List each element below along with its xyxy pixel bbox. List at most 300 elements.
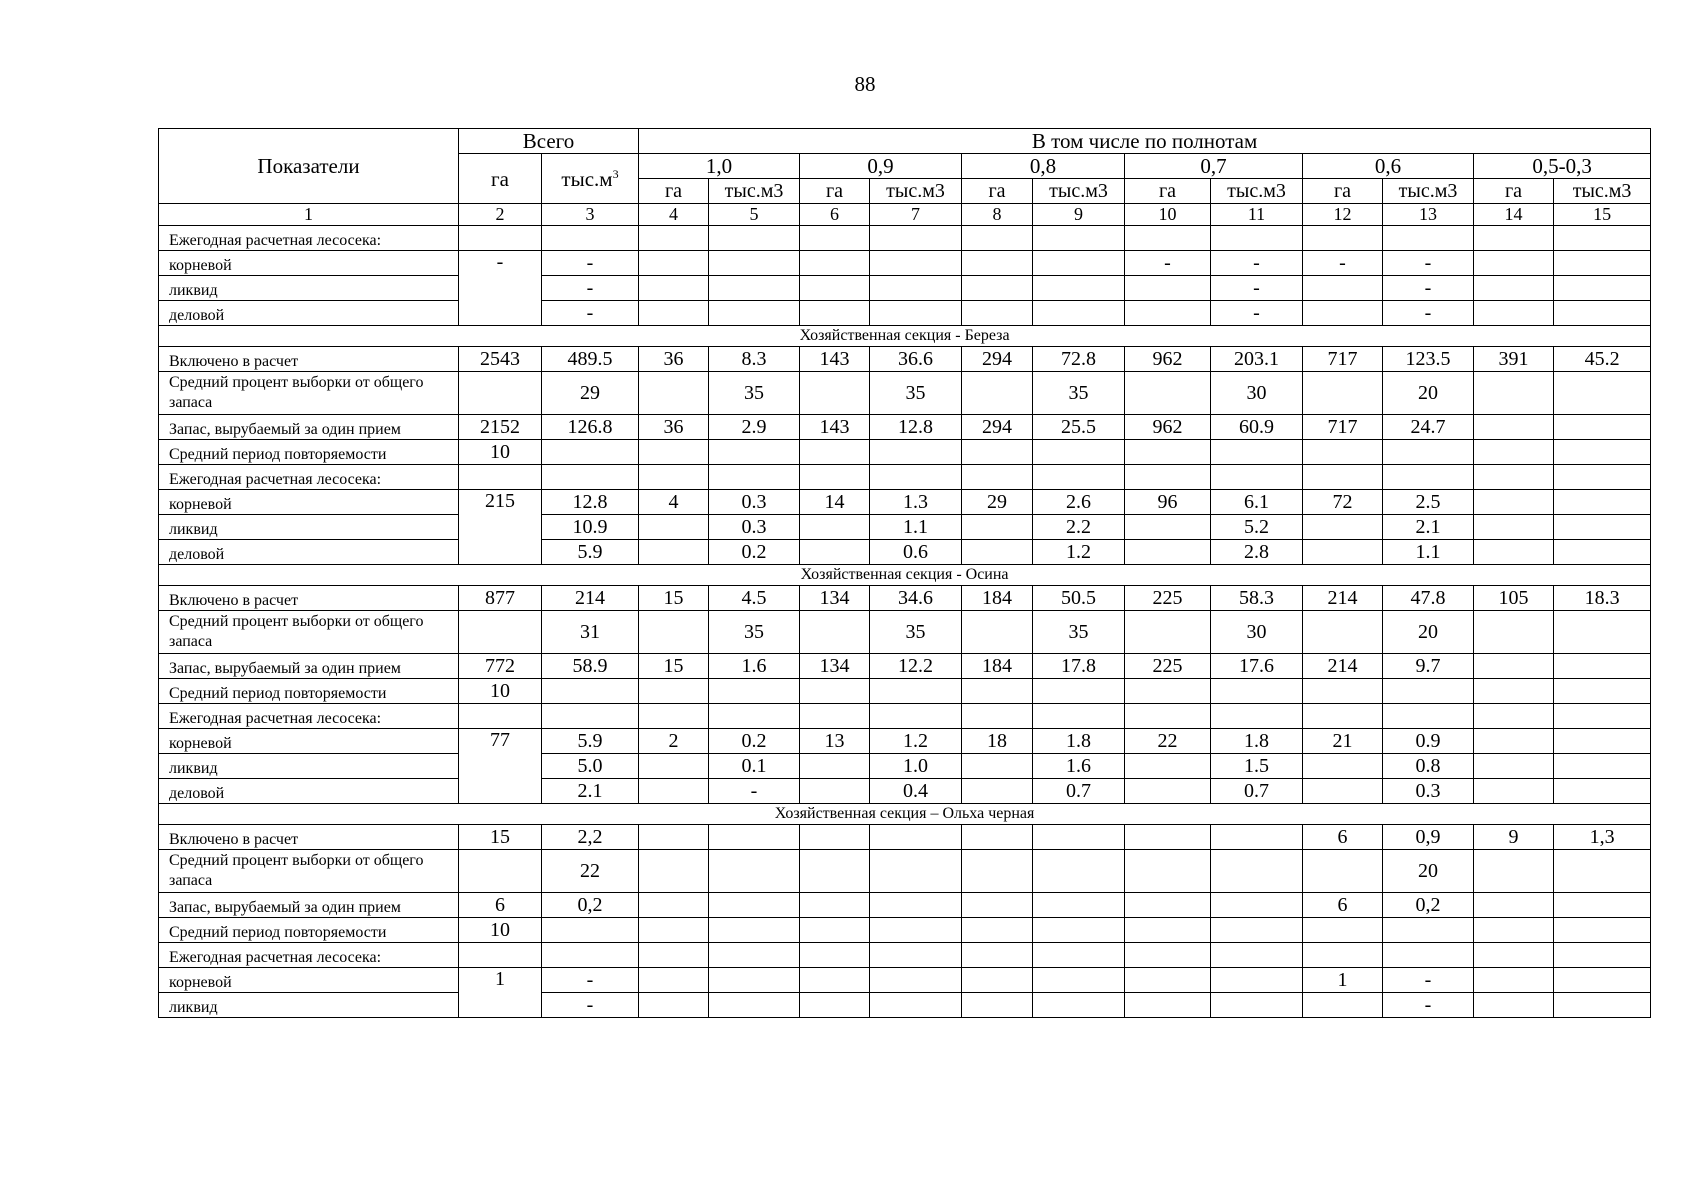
data-cell: 2.5 [1383,490,1474,515]
header-unit-tm3: тыс.м3 [1211,179,1303,204]
table-row [159,465,1651,490]
header-density: 0,6 [1303,154,1474,179]
data-cell [800,276,870,301]
data-cell [800,440,870,465]
data-cell [459,611,542,654]
data-cell [1474,540,1554,565]
data-cell: 77 [459,729,542,804]
data-cell [1474,251,1554,276]
data-cell [1474,679,1554,704]
data-cell [1303,540,1383,565]
data-cell: 126.8 [542,415,639,440]
data-cell [639,276,709,301]
data-cell [1303,704,1383,729]
data-cell: 0.6 [870,540,962,565]
data-cell: 1 [1303,968,1383,993]
data-cell [542,918,639,943]
data-cell: 2.6 [1033,490,1125,515]
data-cell: 203.1 [1211,347,1303,372]
data-cell [800,515,870,540]
data-cell [962,825,1033,850]
data-cell [1474,301,1554,326]
row-label: Ежегодная расчетная лесосека: [159,465,459,490]
data-cell [1303,943,1383,968]
data-cell [1303,754,1383,779]
data-cell: 10.9 [542,515,639,540]
header-total: Всего [459,129,639,154]
data-cell: 20 [1383,850,1474,893]
data-cell [639,850,709,893]
data-cell [459,850,542,893]
data-cell [1474,850,1554,893]
data-cell: 5.0 [542,754,639,779]
data-cell: - [1125,251,1211,276]
data-cell [1125,226,1211,251]
data-cell [800,372,870,415]
column-number: 10 [1125,204,1211,226]
data-cell [1554,465,1651,490]
data-cell [962,754,1033,779]
header-unit-ha: га [1125,179,1211,204]
data-cell [1033,251,1125,276]
data-cell: 1.1 [1383,540,1474,565]
data-cell: 1.1 [870,515,962,540]
data-cell: 36 [639,415,709,440]
column-number: 4 [639,204,709,226]
header-indicators: Показатели [159,129,459,204]
data-cell [709,679,800,704]
data-cell [709,276,800,301]
data-cell [962,276,1033,301]
data-cell: 1 [459,968,542,1018]
data-cell: - [542,993,639,1018]
data-cell: 1.8 [1211,729,1303,754]
data-cell [800,918,870,943]
data-cell [1211,893,1303,918]
data-cell [1474,754,1554,779]
data-cell: 143 [800,347,870,372]
data-cell [870,704,962,729]
data-cell [1125,440,1211,465]
data-cell [1303,372,1383,415]
data-cell [1303,611,1383,654]
data-cell: 0,2 [542,893,639,918]
data-cell [639,943,709,968]
row-label: Ежегодная расчетная лесосека: [159,226,459,251]
column-number: 8 [962,204,1033,226]
data-cell: 105 [1474,586,1554,611]
data-cell: - [1383,993,1474,1018]
data-cell [962,372,1033,415]
data-cell [1474,729,1554,754]
data-cell: 18.3 [1554,586,1651,611]
data-cell: - [542,301,639,326]
data-cell: 10 [459,440,542,465]
table-row [159,415,1651,440]
data-cell [1474,465,1554,490]
section-title: Хозяйственная секция - Осина [159,565,1651,586]
data-cell: 60.9 [1211,415,1303,440]
data-cell [962,251,1033,276]
data-cell [459,226,542,251]
data-cell: 10 [459,918,542,943]
data-cell: 0.4 [870,779,962,804]
data-cell: 30 [1211,372,1303,415]
data-cell: 717 [1303,415,1383,440]
data-cell [870,440,962,465]
table-row [159,372,1651,415]
data-cell: 0,9 [1383,825,1474,850]
data-cell [1033,301,1125,326]
row-label: деловой [159,779,459,804]
data-cell [1303,440,1383,465]
data-cell [1303,779,1383,804]
data-cell [1211,850,1303,893]
row-label: корневой [159,729,459,754]
data-cell: 0,2 [1383,893,1474,918]
data-cell [542,943,639,968]
data-cell [709,251,800,276]
data-cell: 2152 [459,415,542,440]
data-cell: 21 [1303,729,1383,754]
data-cell: 1.2 [1033,540,1125,565]
data-cell [1125,754,1211,779]
data-cell [639,893,709,918]
data-cell [1033,440,1125,465]
data-cell [962,540,1033,565]
data-cell: 717 [1303,347,1383,372]
data-cell [1033,943,1125,968]
header-density: 0,5-0,3 [1474,154,1651,179]
data-cell [639,679,709,704]
data-cell: - [542,276,639,301]
data-cell: 0.2 [709,729,800,754]
data-cell [1211,679,1303,704]
column-number: 13 [1383,204,1474,226]
row-label: Включено в расчет [159,586,459,611]
data-cell [962,515,1033,540]
data-cell: 143 [800,415,870,440]
table-row [159,586,1651,611]
data-cell: 18 [962,729,1033,754]
page-number: 88 [854,72,876,96]
data-cell [639,704,709,729]
data-cell: 1.8 [1033,729,1125,754]
data-cell [1554,893,1651,918]
data-cell [459,943,542,968]
data-cell: 184 [962,654,1033,679]
data-cell [870,276,962,301]
data-cell: 35 [870,372,962,415]
data-cell [709,440,800,465]
section-title: Хозяйственная секция – Ольха черная [159,804,1651,825]
header-unit-tm3: тыс.м3 [1554,179,1651,204]
data-cell: 45.2 [1554,347,1651,372]
data-cell [1474,440,1554,465]
data-cell: 294 [962,415,1033,440]
column-number: 15 [1554,204,1651,226]
data-cell: 0.3 [1383,779,1474,804]
data-cell [1033,825,1125,850]
data-cell [1474,372,1554,415]
data-cell: 391 [1474,347,1554,372]
data-cell: 12.8 [542,490,639,515]
data-cell: 35 [709,372,800,415]
data-cell [1303,993,1383,1018]
data-cell [1554,490,1651,515]
data-cell: 14 [800,490,870,515]
data-cell: 6 [1303,825,1383,850]
data-cell: 2.2 [1033,515,1125,540]
data-cell [800,850,870,893]
data-cell: 36.6 [870,347,962,372]
data-cell [639,611,709,654]
data-cell [1383,704,1474,729]
row-label: Ежегодная расчетная лесосека: [159,704,459,729]
data-cell [870,226,962,251]
data-cell [962,779,1033,804]
data-cell: - [709,779,800,804]
table-row [159,251,1651,276]
data-cell [1554,679,1651,704]
data-cell: - [1303,251,1383,276]
row-label: ликвид [159,515,459,540]
section-row [159,326,1651,347]
row-label: Средний период повторяемости [159,440,459,465]
data-cell [639,968,709,993]
data-cell: 58.9 [542,654,639,679]
data-cell: 2,2 [542,825,639,850]
data-cell [639,918,709,943]
data-cell: 34.6 [870,586,962,611]
data-cell [1383,679,1474,704]
data-cell: 12.8 [870,415,962,440]
data-cell [870,968,962,993]
table-row [159,893,1651,918]
data-cell [800,611,870,654]
data-cell: - [1383,301,1474,326]
data-cell: 2 [639,729,709,754]
table-row [159,943,1651,968]
data-cell [870,893,962,918]
data-cell [639,754,709,779]
header-unit-ha: га [639,179,709,204]
data-cell [1033,893,1125,918]
data-cell [1125,301,1211,326]
table-row [159,993,1651,1018]
table-row [159,276,1651,301]
data-cell [709,825,800,850]
data-cell [639,540,709,565]
table-row [159,968,1651,993]
forest-table [158,128,1651,1018]
data-cell [639,372,709,415]
data-cell: 15 [639,586,709,611]
row-label: Запас, вырубаемый за один прием [159,415,459,440]
header-row-1 [159,129,1651,154]
data-cell [1554,540,1651,565]
data-cell [1554,704,1651,729]
data-cell: 35 [870,611,962,654]
row-label: ликвид [159,993,459,1018]
data-cell [1474,515,1554,540]
data-cell [1211,465,1303,490]
data-cell: 36 [639,347,709,372]
data-cell [459,372,542,415]
data-cell [709,968,800,993]
data-cell [962,918,1033,943]
data-cell [1383,465,1474,490]
data-cell [709,850,800,893]
data-cell: 0.1 [709,754,800,779]
data-cell [962,679,1033,704]
data-cell [870,825,962,850]
data-cell: 5.9 [542,540,639,565]
table-row [159,440,1651,465]
data-cell [1303,465,1383,490]
data-cell [542,465,639,490]
data-cell: 1.6 [709,654,800,679]
data-cell: 9 [1474,825,1554,850]
data-cell [800,825,870,850]
data-cell [709,943,800,968]
data-cell: - [542,968,639,993]
data-cell [1303,226,1383,251]
data-cell [639,993,709,1018]
data-cell [962,893,1033,918]
data-cell [1554,611,1651,654]
data-cell [639,825,709,850]
data-cell: 24.7 [1383,415,1474,440]
data-cell: 1.3 [870,490,962,515]
data-cell [1554,968,1651,993]
data-cell [800,465,870,490]
data-cell [1211,968,1303,993]
data-cell [1474,611,1554,654]
row-label: деловой [159,301,459,326]
row-label: Средний период повторяемости [159,918,459,943]
data-cell: 2.1 [1383,515,1474,540]
data-cell [639,226,709,251]
data-cell [1303,301,1383,326]
data-cell [1303,276,1383,301]
row-label: Средний процент выборки от общего запаса [159,850,459,893]
data-cell [639,251,709,276]
data-cell: 772 [459,654,542,679]
data-cell: 134 [800,654,870,679]
data-cell [1554,729,1651,754]
data-cell: 29 [542,372,639,415]
header-total-ha: га [459,154,542,204]
data-cell [962,993,1033,1018]
column-number: 7 [870,204,962,226]
data-cell [1033,276,1125,301]
data-cell [1125,825,1211,850]
table-row [159,825,1651,850]
table-row [159,654,1651,679]
data-cell: 58.3 [1211,586,1303,611]
data-cell [1125,968,1211,993]
data-cell [709,704,800,729]
data-cell: 25.5 [1033,415,1125,440]
column-number: 12 [1303,204,1383,226]
data-cell [1474,943,1554,968]
data-cell: 1.5 [1211,754,1303,779]
data-cell [870,993,962,1018]
table-row [159,515,1651,540]
data-cell [1554,251,1651,276]
header-unit-ha: га [1303,179,1383,204]
data-cell: 72 [1303,490,1383,515]
data-cell [639,515,709,540]
table-row [159,301,1651,326]
data-cell [1474,993,1554,1018]
data-cell [1554,440,1651,465]
column-number: 9 [1033,204,1125,226]
row-label: Запас, вырубаемый за один прием [159,654,459,679]
data-cell: 50.5 [1033,586,1125,611]
header-unit-ha: га [1474,179,1554,204]
data-cell [709,465,800,490]
data-cell [709,301,800,326]
row-label: Средний процент выборки от общего запаса [159,611,459,654]
data-cell: 962 [1125,347,1211,372]
data-cell [1125,943,1211,968]
section-row [159,565,1651,586]
data-cell [542,679,639,704]
table-row [159,779,1651,804]
data-cell [1125,918,1211,943]
column-number: 2 [459,204,542,226]
data-cell [962,704,1033,729]
data-cell [1211,825,1303,850]
data-cell: 877 [459,586,542,611]
data-cell [1554,301,1651,326]
data-cell: 2.1 [542,779,639,804]
data-cell [870,465,962,490]
data-cell: 17.6 [1211,654,1303,679]
data-cell: 8.3 [709,347,800,372]
data-cell: 6 [1303,893,1383,918]
data-cell [1554,654,1651,679]
row-label: корневой [159,251,459,276]
data-cell: - [459,251,542,326]
data-cell: - [1383,968,1474,993]
row-label: ликвид [159,754,459,779]
section-row [159,804,1651,825]
data-cell [870,301,962,326]
data-cell: 20 [1383,611,1474,654]
data-cell [1211,704,1303,729]
data-cell [1211,918,1303,943]
data-cell [962,465,1033,490]
data-cell [1554,276,1651,301]
data-cell: 1.6 [1033,754,1125,779]
data-cell [1125,850,1211,893]
table-row [159,347,1651,372]
row-label: корневой [159,490,459,515]
row-label: Ежегодная расчетная лесосека: [159,943,459,968]
data-cell [1554,372,1651,415]
data-cell [1303,679,1383,704]
table-row [159,729,1651,754]
data-cell [1383,943,1474,968]
data-cell [709,918,800,943]
data-cell: 225 [1125,586,1211,611]
data-cell [542,226,639,251]
table-row [159,611,1651,654]
data-cell [1554,226,1651,251]
